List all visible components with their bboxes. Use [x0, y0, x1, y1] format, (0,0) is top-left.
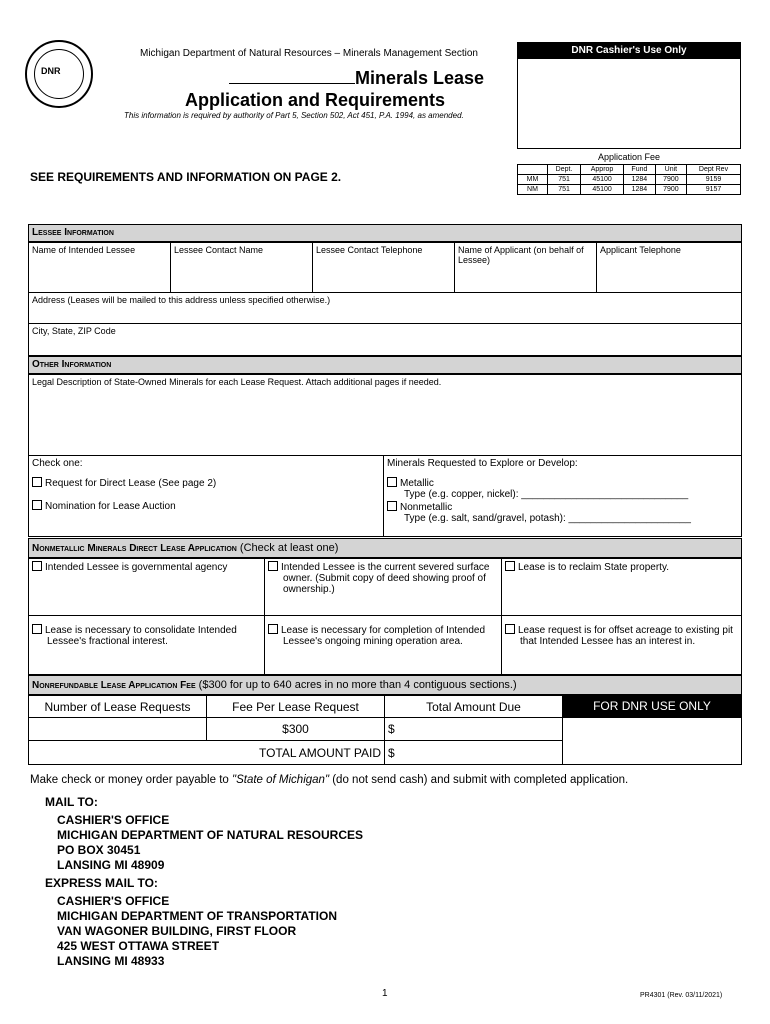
checkbox[interactable]: [32, 500, 42, 510]
see-requirements-note: SEE REQUIREMENTS AND INFORMATION ON PAGE 2.: [30, 170, 342, 184]
other-info-heading: Other Information: [28, 356, 742, 374]
total-amount-due-header: Total Amount Due: [384, 695, 563, 718]
nonmetallic-option[interactable]: Nonmetallic: [387, 501, 738, 513]
checkbox[interactable]: [268, 624, 278, 634]
option-reclaim-state-property[interactable]: Lease is to reclaim State property.: [501, 558, 742, 616]
checkbox[interactable]: [387, 477, 397, 487]
intended-lessee-field[interactable]: Name of Intended Lessee: [28, 242, 171, 293]
total-amount-due-input[interactable]: $: [384, 717, 563, 741]
total-amount-paid-input[interactable]: $: [384, 740, 563, 765]
direct-lease-option[interactable]: Request for Direct Lease (See page 2): [32, 477, 380, 489]
express-address: CASHIER'S OFFICE MICHIGAN DEPARTMENT OF TRANSPORTATION VAN WAGONER BUILDING, FIRST FLOOR 425 WEST OTTAWA STREET LANSING MI 48933: [57, 894, 337, 968]
fee-col-header: Approp: [581, 165, 624, 175]
applicant-name-field[interactable]: Name of Applicant (on behalf of Lessee): [454, 242, 597, 293]
title-line2: Application and Requirements: [185, 90, 446, 110]
address-field[interactable]: Address (Leases will be mailed to this address unless specified otherwise.): [28, 292, 742, 324]
fee-col-header: Fund: [624, 165, 656, 175]
fee-col-header: Dept.: [548, 165, 581, 175]
num-lease-requests-header: Number of Lease Requests: [28, 695, 207, 718]
application-fee-title: Application Fee: [597, 152, 661, 162]
check-one-label: Check one:: [32, 458, 83, 469]
checkbox[interactable]: [387, 501, 397, 511]
minerals-requested-label: Minerals Requested to Explore or Develop:: [387, 458, 578, 469]
option-consolidate-interest[interactable]: Lease is necessary to consolidate Intended Lessee's fractional interest.: [28, 615, 265, 675]
option-governmental-agency[interactable]: Intended Lessee is governmental agency: [28, 558, 265, 616]
fee-row: MM 751 45100 1284 7900 9159: [518, 175, 741, 185]
checkbox[interactable]: [32, 477, 42, 487]
dnr-seal-logo: [25, 40, 93, 108]
dnr-use-only-box: [562, 717, 742, 765]
lessee-telephone-field[interactable]: Lessee Contact Telephone: [312, 242, 455, 293]
num-lease-requests-input[interactable]: [28, 717, 207, 741]
fee-col-header: Dept Rev: [686, 165, 740, 175]
form-number: PR4301 (Rev. 03/11/2021): [640, 992, 723, 999]
fee-per-lease-value: $300: [206, 717, 385, 741]
metallic-type-field[interactable]: Type (e.g. copper, nickel): ______________________________: [404, 489, 689, 500]
payment-instruction: Make check or money order payable to "State of Michigan" (do not send cash) and submit with completed application.: [30, 774, 629, 786]
fee-col-header: Unit: [655, 165, 686, 175]
cashier-use-box: [517, 42, 741, 149]
cashier-heading: DNR Cashier's Use Only: [518, 43, 740, 59]
nonmetallic-heading: Nonmetallic Minerals Direct Lease Application (Check at least one): [28, 538, 742, 558]
minerals-requested-section: [383, 455, 742, 537]
city-state-zip-field[interactable]: City, State, ZIP Code: [28, 323, 742, 356]
applicant-telephone-field[interactable]: Applicant Telephone: [596, 242, 742, 293]
checkbox[interactable]: [505, 624, 515, 634]
fee-heading: Nonrefundable Lease Application Fee ($300 for up to 640 acres in no more than 4 contiguous sections.): [28, 675, 742, 695]
metallic-option[interactable]: Metallic: [387, 477, 738, 489]
fee-per-lease-header: Fee Per Lease Request: [206, 695, 385, 718]
lessee-contact-name-field[interactable]: Lessee Contact Name: [170, 242, 313, 293]
mail-address: CASHIER'S OFFICE MICHIGAN DEPARTMENT OF NATURAL RESOURCES PO BOX 30451 LANSING MI 48909: [57, 813, 363, 872]
title-line1: Minerals Lease: [229, 68, 484, 89]
checkbox[interactable]: [505, 561, 515, 571]
page-number: 1: [382, 988, 388, 999]
checkbox[interactable]: [32, 561, 42, 571]
legal-description-field[interactable]: Legal Description of State-Owned Minerals for each Lease Request. Attach additional pages if needed.: [28, 374, 742, 456]
dnr-use-only-header: FOR DNR USE ONLY: [562, 695, 742, 718]
checkbox[interactable]: [32, 624, 42, 634]
auction-option[interactable]: Nomination for Lease Auction: [32, 500, 380, 512]
checkbox[interactable]: [268, 561, 278, 571]
express-mail-label: EXPRESS MAIL TO:: [45, 876, 158, 890]
mail-to-label: MAIL TO:: [45, 795, 98, 809]
lessee-info-heading: Lessee Information: [28, 224, 742, 242]
fee-code-table: [517, 164, 741, 195]
option-offset-acreage[interactable]: Lease request is for offset acreage to existing pit that Intended Lessee has an interest in.: [501, 615, 742, 675]
department-name: Michigan Department of Natural Resources – Minerals Management Section: [140, 48, 478, 59]
total-amount-paid-label: TOTAL AMOUNT PAID: [28, 740, 385, 765]
fee-row: NM 751 45100 1284 7900 9157: [518, 185, 741, 195]
nonmetallic-type-field[interactable]: Type (e.g. salt, sand/gravel, potash): ______________________: [404, 513, 691, 524]
check-one-section: [28, 455, 384, 537]
seal-text: DNR: [41, 66, 61, 76]
option-severed-surface-owner[interactable]: Intended Lessee is the current severed surface owner. (Submit copy of deed showing proof of ownership.): [264, 558, 502, 616]
option-ongoing-mining[interactable]: Lease is necessary for completion of Intended Lessee's ongoing mining operation area.: [264, 615, 502, 675]
authority-note: This information is required by authority of Part 5, Section 502, Act 451, P.A. 1994, as amended.: [124, 111, 464, 120]
